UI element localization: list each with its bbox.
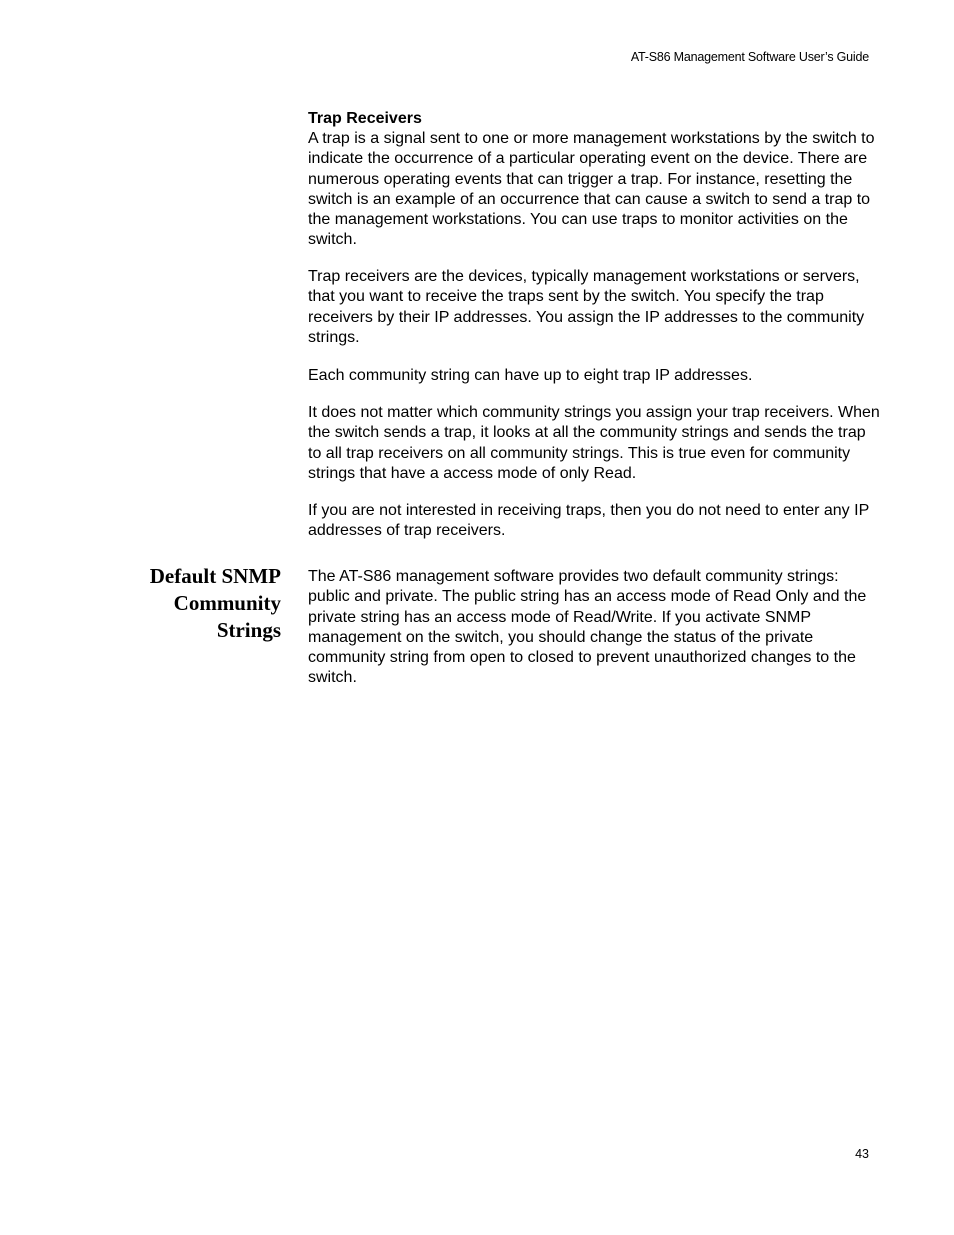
side-heading-line-2: Community [173,591,281,615]
page-number: 43 [855,1147,869,1161]
trap-receivers-paragraph-1: A trap is a signal sent to one or more management workstations by the switch to indicate the occurrence of a particular operating event on the device. There are numerous operating events that can trigger a trap. For instance, resetting the switch is an example of an occurrence that can cause a switch to send a trap to the management workstations. You can use traps to monitor activities on the switch. [308,130,875,249]
trap-receivers-paragraph-5: If you are not interested in receiving traps, then you do not need to enter any IP addresses of trap receivers. [308,502,869,540]
side-heading-line-1: Default SNMP [149,564,281,588]
trap-receivers-heading: Trap Receivers [308,110,422,127]
trap-receivers-paragraph-4: It does not matter which community strings you assign your trap receivers. When the switch sends a trap, it looks at all the community strings and sends the trap to all trap receivers on all community strings. This is true even for community strings that have a access mode of only Read. [308,404,880,482]
trap-receivers-paragraph-3: Each community string can have up to eight trap IP addresses. [308,367,753,384]
side-heading-line-3: Strings [216,618,281,642]
default-snmp-community-strings-heading [120,563,281,644]
trap-receivers-paragraph-2: Trap receivers are the devices, typically management workstations or servers, that you want to receive the traps sent by the switch. You specify the trap receivers by their IP addresses. You assign the IP addresses to the community strings. [308,268,865,346]
running-header: AT-S86 Management Software User’s Guide [630,50,869,64]
default-snmp-paragraph: The AT-S86 management software provides two default community strings: public and private. The public string has an access mode of Read Only and the private string has an access mode of Read/Write. If you activate SNMP management on the switch, you should change the status of the private community string from open to closed to prevent unauthorized changes to the switch. [308,568,867,687]
